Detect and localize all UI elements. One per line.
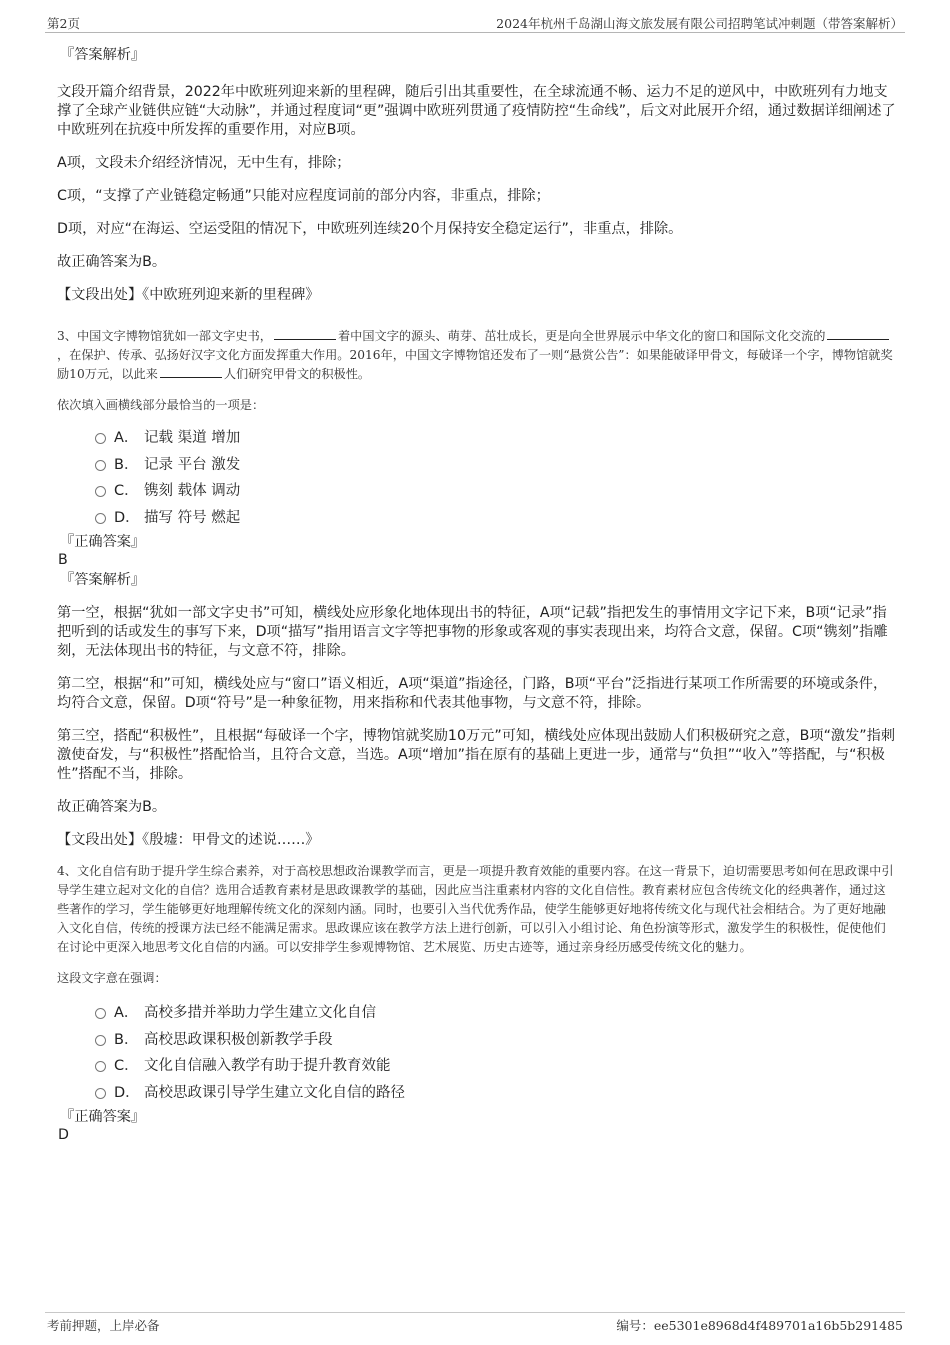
page-content <box>57 44 897 1144</box>
q3-conclusion: 故正确答案为B。 <box>57 799 167 815</box>
q3-answer-heading: 『正确答案』 <box>60 534 146 550</box>
page-number: 第2页 <box>47 16 80 31</box>
q4-prompt: 这段文字意在强调： <box>57 971 167 985</box>
q3-analysis-blank-1: 第一空，根据“犹如一部文字史书”可知，横线处应形象化地体现出书的特征，A项“记载”指把发生的事情用文字记下来，B项“记录”指把听到的话或发生的事写下来，D项“描写”指用语言文字等把事物的形象或客观的事实表现出来，均符合文意，保留。C项“镌刻”指雕刻，无法体现出书的特征，与文意不符，排除。 <box>57 605 888 659</box>
q2-source: 【文段出处】《中欧班列迎来新的里程碑》 <box>57 287 320 303</box>
q4-stem: 4、文化自信有助于提升学生综合素养，对于高校思想政治课教学而言，更是一项提升教育效能的重要内容。在这一背景下，迫切需要思考如何在思政课中引导学生建立起对文化的自信？选用合适教育素材是思政课教学的基础，因此应当注重素材内容的文化自信性。教育素材应包含传统文化的经典著作，通过这些著作的学习，学生能够更好地理解传统文化的深刻内涵。同时，也要引入当代优秀作品，使学生能够更好地将传统文化与现代社会相结合。为了更好地融入文化自信，传统的授课方法已经不能满足需求。思政课应该在教学方法上进行创新，可以引入小组讨论、角色扮演等形式，激发学生的积极性，促使他们在讨论中更深入地思考文化自信的内涵。可以安排学生参观博物馆、艺术展览、历史古迹等，通过亲身经历感受传统文化的魅力。 <box>57 864 894 954</box>
q4-option-d[interactable]: D． 高校思政课引导学生建立文化自信的路径 <box>95 1080 897 1107</box>
q3-options <box>95 425 897 531</box>
q4-options <box>95 1000 897 1106</box>
radio-icon[interactable] <box>95 1061 106 1072</box>
q2-analysis-paragraph: 文段开篇介绍背景，2022年中欧班列迎来新的里程碑，随后引出其重要性，在全球流通不畅、运力不足的逆风中，中欧班列有力地支撑了全球产业链供应链“大动脉”，并通过程度词“更”强调中欧班列贯通了疫情防控“生命线”，后文对此展开介绍，通过数据详细阐述了中欧班列在抗疫中所发挥的重要作用，对应B项。 <box>57 84 896 138</box>
fill-blank-2 <box>827 327 889 340</box>
fill-blank-3 <box>160 365 222 378</box>
q2-analysis-option-a: A项，文段未介绍经济情况，无中生有，排除； <box>57 155 351 171</box>
radio-icon[interactable] <box>95 513 106 524</box>
q3-prompt: 依次填入画横线部分最恰当的一项是： <box>57 398 265 412</box>
q3-analysis-blank-3: 第三空，搭配“积极性”，且根据“每破译一个字，博物馆就奖励10万元”可知，横线处应体现出鼓励人们积极研究之意，B项“激发”指刺激使奋发，与“积极性”搭配恰当，且符合文意，当选。A项“增加”指在原有的基础上更进一步，通常与“负担”“收入”等搭配，与“积极性”搭配不当，排除。 <box>57 728 896 782</box>
q2-analysis-option-c: C项，“支撑了产业链稳定畅通”只能对应程度词前的部分内容，非重点，排除； <box>57 188 550 204</box>
q4-option-a[interactable]: A． 高校多措并举助力学生建立文化自信 <box>95 1000 897 1027</box>
q3-analysis-blank-2: 第二空，根据“和”可知，横线处应与“窗口”语义相近，A项“渠道”指途径，门路，B项“平台”泛指进行某项工作所需要的环境或条件，均符合文意，保留。D项“符号”是一种象征物，用来指称和代表其他事物，与文意不符，排除。 <box>57 676 888 711</box>
radio-icon[interactable] <box>95 433 106 444</box>
q3-stem: 3、中国文字博物馆犹如一部文字史书， 着中国文字的源头、萌芽、茁壮成长，更是向全世界展示中华文化的窗口和国际文化交流的，在保护、传承、弘扬好汉字文化方面发挥重大作用。2016年，中国文字博物馆还发布了一则“悬赏公告”：如果能破译甲骨文，每破译一个字，博物馆就奖励10万元，以此来 人们研究甲骨文的积极性。 <box>57 329 893 381</box>
q3-answer: B <box>58 552 68 568</box>
q3-analysis-heading: 『答案解析』 <box>60 572 146 588</box>
q3-option-a[interactable]: A． 记载 渠道 增加 <box>95 425 897 452</box>
page-footer <box>45 1312 905 1333</box>
document-title: 2024年杭州千岛湖山海文旅发展有限公司招聘笔试冲刺题（带答案解析） <box>496 16 903 31</box>
radio-icon[interactable] <box>95 1035 106 1046</box>
radio-icon[interactable] <box>95 1088 106 1099</box>
q4-option-b[interactable]: B． 高校思政课积极创新教学手段 <box>95 1027 897 1054</box>
footer-serial: 编号：ee5301e8968d4f489701a16b5b291485 <box>616 1318 903 1333</box>
q3-option-d[interactable]: D． 描写 符号 燃起 <box>95 505 897 532</box>
fill-blank-1 <box>274 327 336 340</box>
radio-icon[interactable] <box>95 460 106 471</box>
q3-source: 【文段出处】《殷墟：甲骨文的述说……》 <box>57 832 320 848</box>
radio-icon[interactable] <box>95 1008 106 1019</box>
q3-option-b[interactable]: B． 记录 平台 激发 <box>95 452 897 479</box>
footer-slogan: 考前押题，上岸必备 <box>47 1318 160 1333</box>
q2-conclusion: 故正确答案为B。 <box>57 254 167 270</box>
page-header <box>45 14 905 33</box>
q3-option-c[interactable]: C． 镌刻 载体 调动 <box>95 478 897 505</box>
q4-answer-heading: 『正确答案』 <box>60 1109 146 1125</box>
q4-answer: D <box>58 1127 69 1143</box>
q4-option-c[interactable]: C． 文化自信融入教学有助于提升教育效能 <box>95 1053 897 1080</box>
q2-analysis-option-d: D项，对应“在海运、空运受阻的情况下，中欧班列连续20个月保持安全稳定运行”，非重点，排除。 <box>57 221 683 237</box>
radio-icon[interactable] <box>95 486 106 497</box>
q2-analysis-heading: 『答案解析』 <box>60 47 146 63</box>
